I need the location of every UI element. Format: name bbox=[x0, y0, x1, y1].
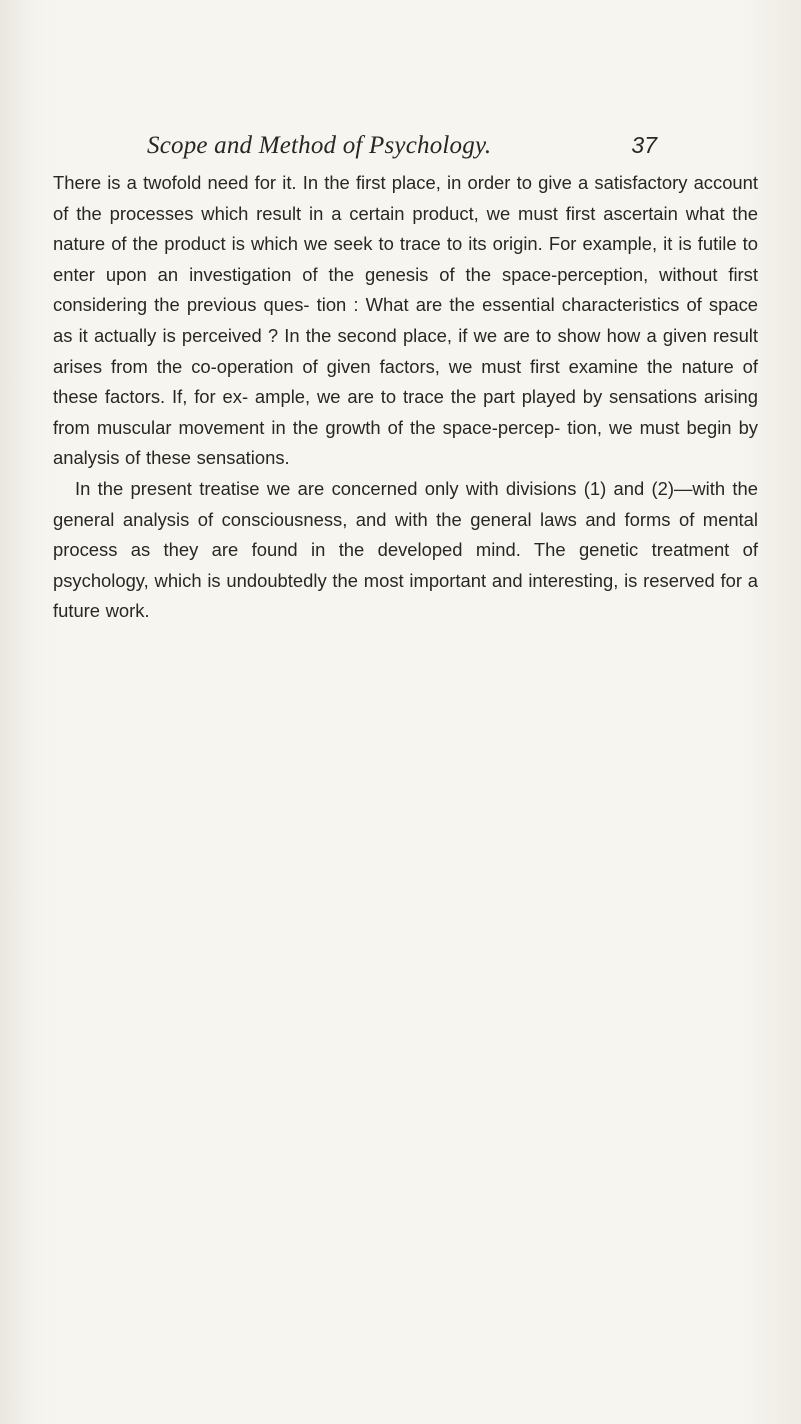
running-head-title: Scope and Method of Psychology. bbox=[147, 132, 492, 159]
running-head bbox=[147, 132, 657, 172]
paragraph-2: In the present treatise we are concerned only with divisions (1) and (2)—with the general analysis of consciousness, and with the general laws and forms of mental process as they are found in the developed mind. The genetic treatment of psychology, which is undoubtedly the most important and interesting, is reserved for a future work. bbox=[53, 477, 758, 622]
page-number: 37 bbox=[631, 132, 657, 158]
body-text bbox=[53, 168, 758, 627]
paragraph-1: There is a twofold need for it. In the first place, in order to give a satisfactory account of the processes which result in a certain product, we must first ascertain what the nature of the product is which we seek to trace to its origin. For example, it is futile to enter upon an investigation of the genesis of the space-perception, without first considering the previous ques- tion : What are the essential characteristics of space as it actually is perceived ? In the second place, if we are to show how a given result arises from the co-operation of given factors, we must first examine the nature of these factors. If, for ex- ample, we are to trace the part played by sensations arising from muscular movement in the growth of the space-percep- tion, we must begin by analysis of these sensations. bbox=[53, 172, 758, 469]
